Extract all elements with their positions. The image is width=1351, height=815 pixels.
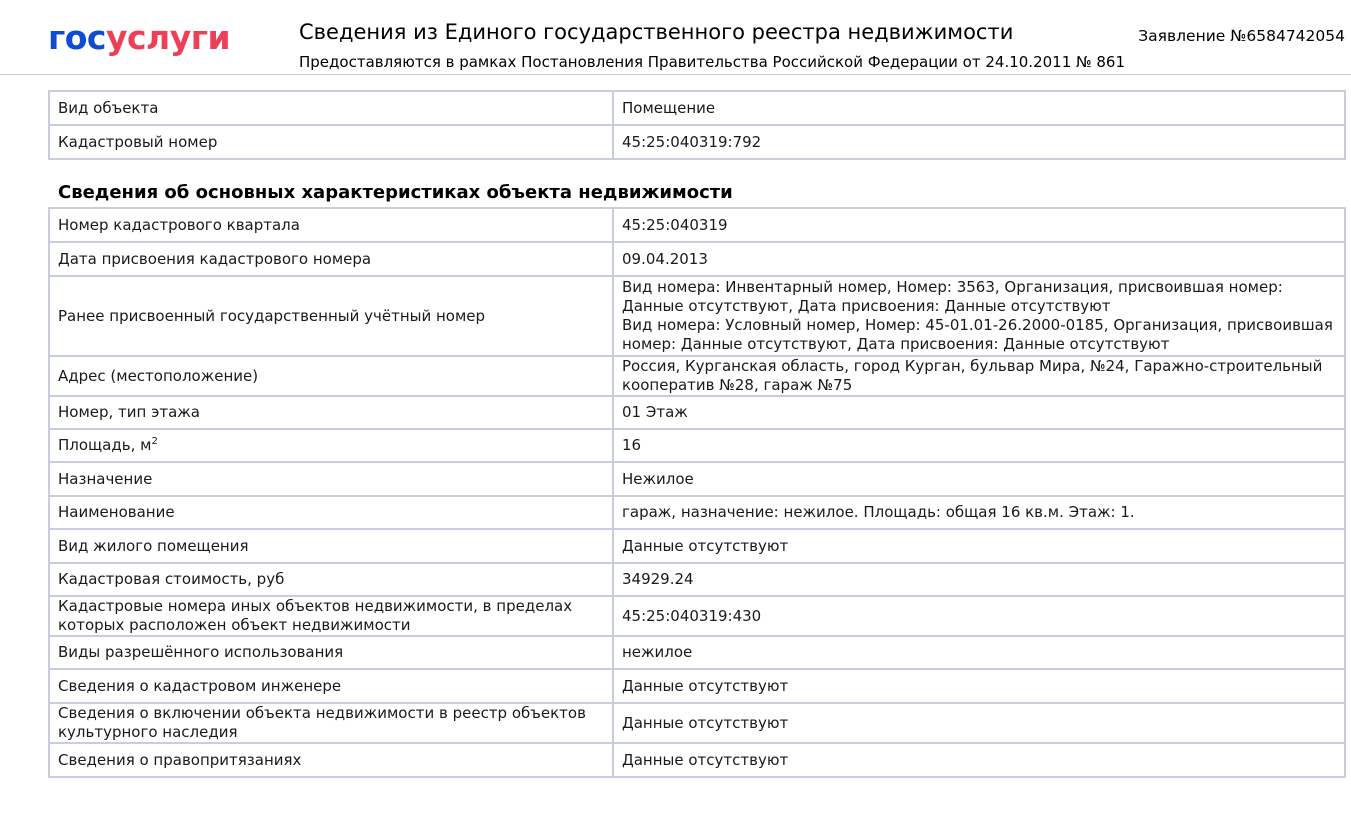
row-label: Сведения о правопритязаниях bbox=[49, 743, 613, 777]
row-value: 45:25:040319:430 bbox=[613, 596, 1345, 636]
row-label: Виды разрешённого использования bbox=[49, 636, 613, 669]
row-value: 16 bbox=[613, 429, 1345, 462]
table-row bbox=[49, 703, 1345, 743]
row-label: Номер, тип этажа bbox=[49, 396, 613, 429]
row-label: Адрес (местоположение) bbox=[49, 356, 613, 396]
row-label: Кадастровая стоимость, руб bbox=[49, 563, 613, 596]
row-value: Помещение bbox=[613, 91, 1345, 125]
row-value: Данные отсутствуют bbox=[613, 703, 1345, 743]
row-value: Нежилое bbox=[613, 462, 1345, 496]
row-value: гараж, назначение: нежилое. Площадь: общая 16 кв.м. Этаж: 1. bbox=[613, 496, 1345, 529]
application-number: Заявление №6584742054 bbox=[1138, 27, 1345, 45]
row-label: Вид жилого помещения bbox=[49, 529, 613, 563]
table-row bbox=[49, 669, 1345, 703]
table-row bbox=[49, 743, 1345, 777]
row-value: Данные отсутствуют bbox=[613, 669, 1345, 703]
table-row bbox=[49, 429, 1345, 462]
table-row bbox=[49, 356, 1345, 396]
document-title: Сведения из Единого государственного реестра недвижимости bbox=[299, 20, 1014, 44]
table-row bbox=[49, 596, 1345, 636]
table-row bbox=[49, 208, 1345, 242]
gosuslugi-logo[interactable] bbox=[48, 18, 230, 58]
row-value: 09.04.2013 bbox=[613, 242, 1345, 276]
row-value-line: Вид номера: Инвентарный номер, Номер: 3563, Организация, присвоившая номер: Данные отсутствуют, Дата присвоения: Данные отсутствуют bbox=[622, 278, 1283, 315]
table-row bbox=[49, 91, 1345, 125]
row-label: Дата присвоения кадастрового номера bbox=[49, 242, 613, 276]
row-value-line: Вид номера: Условный номер, Номер: 45-01.01-26.2000-0185, Организация, присвоившая номер: Данные отсутствуют, Дата присвоения: Данные отсутствуют bbox=[622, 316, 1333, 353]
table-row bbox=[49, 563, 1345, 596]
row-label: Сведения о включении объекта недвижимости в реестр объектов культурного наследия bbox=[49, 703, 613, 743]
table-row bbox=[49, 125, 1345, 159]
row-label bbox=[49, 429, 613, 462]
object-table bbox=[48, 90, 1346, 160]
row-label: Кадастровые номера иных объектов недвижимости, в пределах которых расположен объект недвижимости bbox=[49, 596, 613, 636]
logo-part-uslugi: услуги bbox=[105, 18, 231, 57]
row-value: 45:25:040319 bbox=[613, 208, 1345, 242]
characteristics-table bbox=[48, 207, 1346, 778]
row-value: Данные отсутствуют bbox=[613, 529, 1345, 563]
row-label: Ранее присвоенный государственный учётный номер bbox=[49, 276, 613, 356]
table-row bbox=[49, 276, 1345, 356]
row-value bbox=[613, 276, 1345, 356]
table-row bbox=[49, 396, 1345, 429]
row-label: Наименование bbox=[49, 496, 613, 529]
row-value: 01 Этаж bbox=[613, 396, 1345, 429]
table-row bbox=[49, 242, 1345, 276]
area-unit-superscript: 2 bbox=[151, 436, 158, 447]
row-label: Назначение bbox=[49, 462, 613, 496]
row-label: Сведения о кадастровом инженере bbox=[49, 669, 613, 703]
row-value: 34929.24 bbox=[613, 563, 1345, 596]
row-value: нежилое bbox=[613, 636, 1345, 669]
row-label: Номер кадастрового квартала bbox=[49, 208, 613, 242]
table-row bbox=[49, 636, 1345, 669]
area-label: Площадь, м bbox=[58, 436, 152, 454]
row-label: Вид объекта bbox=[49, 91, 613, 125]
table-row bbox=[49, 529, 1345, 563]
row-label: Кадастровый номер bbox=[49, 125, 613, 159]
logo-part-gos: гос bbox=[48, 18, 106, 57]
document-subtitle: Предоставляются в рамках Постановления Правительства Российской Федерации от 24.10.2011 № 861 bbox=[299, 53, 1126, 71]
page-header bbox=[0, 0, 1351, 75]
table-row bbox=[49, 496, 1345, 529]
row-value: Россия, Курганская область, город Курган, бульвар Мира, №24, Гаражно-строительный кооператив №28, гараж №75 bbox=[613, 356, 1345, 396]
section-title: Сведения об основных характеристиках объекта недвижимости bbox=[58, 182, 733, 203]
row-value: 45:25:040319:792 bbox=[613, 125, 1345, 159]
row-value: Данные отсутствуют bbox=[613, 743, 1345, 777]
table-row bbox=[49, 462, 1345, 496]
